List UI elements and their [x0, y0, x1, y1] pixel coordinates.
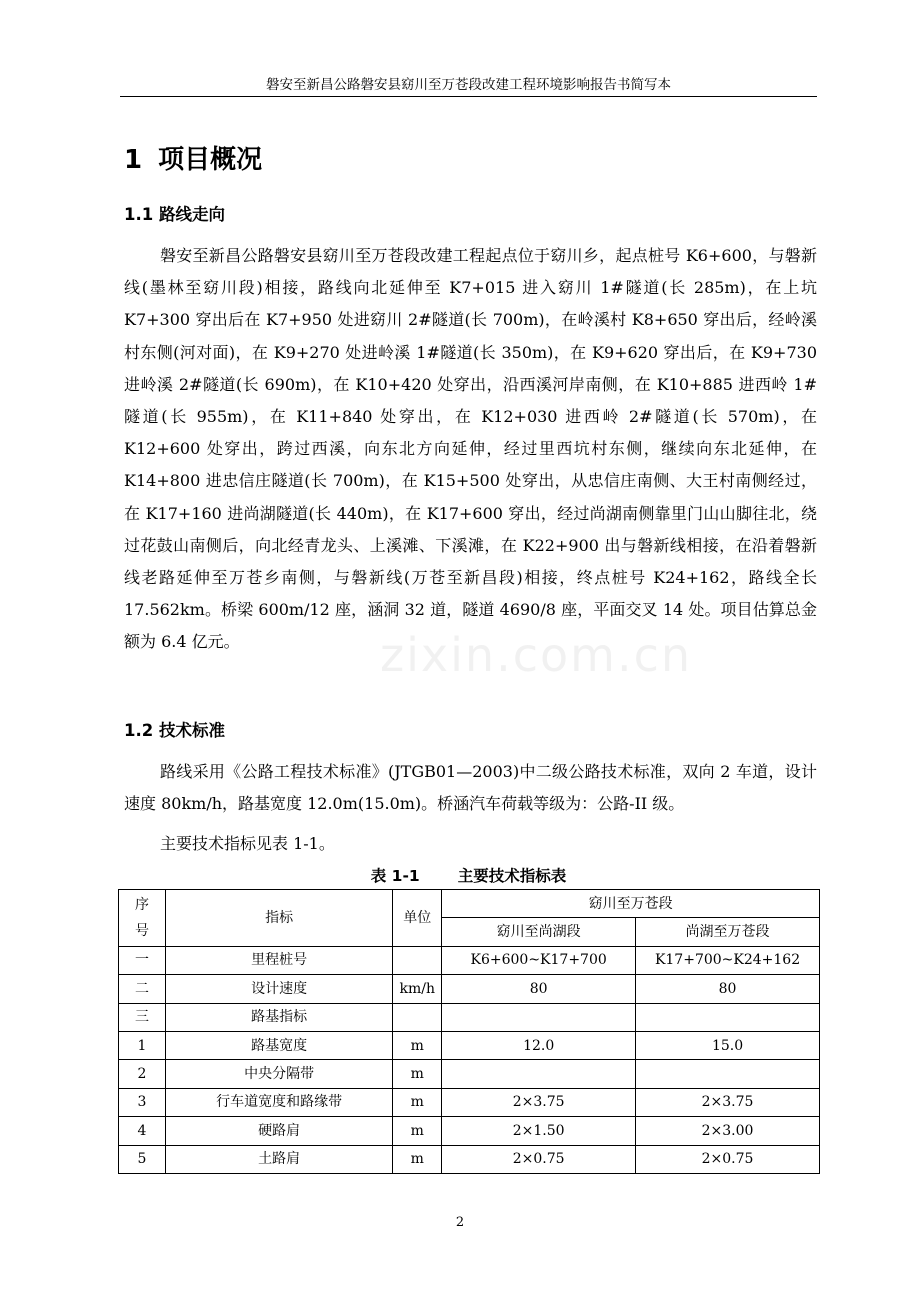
table-row	[119, 946, 820, 974]
cell-unit: km/h	[393, 975, 442, 1003]
cell-unit: m	[393, 1031, 442, 1059]
header-rule	[120, 96, 817, 97]
cell-seq: 4	[119, 1117, 166, 1145]
cell-value-2	[636, 1060, 820, 1088]
cell-value-1: 80	[442, 975, 636, 1003]
chapter-title	[124, 144, 262, 176]
cell-value-2: 15.0	[636, 1031, 820, 1059]
cell-unit: m	[393, 1145, 442, 1173]
cell-indicator: 里程桩号	[165, 946, 392, 974]
header-indicator: 指标	[165, 890, 392, 947]
table-row	[119, 1003, 820, 1031]
cell-value-1	[442, 1060, 636, 1088]
cell-value-1: 2×3.75	[442, 1088, 636, 1116]
header-seq-text: 序号	[134, 896, 149, 939]
cell-indicator: 硬路肩	[165, 1117, 392, 1145]
table-row	[119, 975, 820, 1003]
cell-unit	[393, 946, 442, 974]
table-row	[119, 1145, 820, 1173]
cell-unit	[393, 1003, 442, 1031]
section-heading-route: 1.1 路线走向	[124, 205, 225, 224]
table-row	[119, 1088, 820, 1116]
cell-seq: 1	[119, 1031, 166, 1059]
header-seq	[119, 890, 166, 947]
cell-value-1: 12.0	[442, 1031, 636, 1059]
standard-paragraph: 路线采用《公路工程技术标准》(JTGB01—2003)中二级公路技术标准，双向 2 车道，设计速度 80km/h，路基宽度 12.0m(15.0m)。桥涵汽车荷载等级为：公路-II 级。	[124, 762, 817, 814]
cell-indicator: 路基指标	[165, 1003, 392, 1031]
chapter-title-text: 项目概况	[158, 145, 263, 175]
cell-value-1: 2×0.75	[442, 1145, 636, 1173]
cell-value-2: 2×3.00	[636, 1117, 820, 1145]
table-row	[119, 1117, 820, 1145]
header-sub1: 窈川至尚湖段	[442, 918, 636, 946]
chapter-number: 1	[124, 145, 143, 175]
table-row	[119, 1031, 820, 1059]
cell-value-1	[442, 1003, 636, 1031]
table-row	[119, 1060, 820, 1088]
cell-value-1: 2×1.50	[442, 1117, 636, 1145]
cell-seq: 一	[119, 946, 166, 974]
running-header: 磐安至新昌公路磐安县窈川至万苍段改建工程环境影响报告书简写本	[266, 77, 671, 93]
cell-seq: 3	[119, 1088, 166, 1116]
cell-indicator: 设计速度	[165, 975, 392, 1003]
cell-unit: m	[393, 1060, 442, 1088]
route-paragraph: 磐安至新昌公路磐安县窈川至万苍段改建工程起点位于窈川乡，起点桩号 K6+600，与磐新线(墨林至窈川段)相接，路线向北延伸至 K7+015 进入窈川 1#隧道(长 285m)，在上坑 K7+300 穿出后在 K7+950 处进窈川 2#隧道(长 700m)，在岭溪村 K8+650 穿出后，经岭溪村东侧(河对面)，在 K9+270 处进岭溪 1#隧道(长 350m)，在 K9+620 穿出后，在 K9+730 进岭溪 2#隧道(长 690m)，在 K10+420 处穿出，沿西溪河岸南侧，在 K10+885 进西岭 1#隧道(长 955m)，在 K11+840 处穿出，在 K12+030 进西岭 2#隧道(长 570m)，在 K12+600 处穿出，跨过西溪，向东北方向延伸，经过里西坑村东侧，继续向东北延伸，在 K14+800 进忠信庄隧道(长 700m)，在 K15+500 处穿出，从忠信庄南侧、大王村南侧经过，在 K17+160 进尚湖隧道(长 440m)，在 K17+600 穿出，经过尚湖南侧靠里门山山脚往北，绕过花鼓山南侧后，向北经青龙头、上溪滩、下溪滩，在 K22+900 出与磐新线相接，在沿着磐新线老路延伸至万苍乡南侧，与磐新线(万苍至新昌段)相接，终点桩号 K24+162，路线全长 17.562km。桥梁 600m/12 座，涵洞 32 道，隧道 4690/8 座，平面交叉 14 处。项目估算总金额为 6.4 亿元。	[124, 246, 817, 652]
cell-unit: m	[393, 1117, 442, 1145]
cell-value-2	[636, 1003, 820, 1031]
page-number: 2	[455, 1215, 465, 1230]
table-caption-title: 主要技术指标表	[457, 867, 567, 885]
cell-seq: 5	[119, 1145, 166, 1173]
header-sub2: 尚湖至万苍段	[636, 918, 820, 946]
cell-value-2: 2×3.75	[636, 1088, 820, 1116]
header-group: 窈川至万苍段	[442, 890, 820, 918]
header-unit: 单位	[393, 890, 442, 947]
cell-indicator: 行车道宽度和路缘带	[165, 1088, 392, 1116]
table-reference-paragraph: 主要技术指标见表 1-1。	[160, 834, 335, 853]
cell-value-2: 80	[636, 975, 820, 1003]
table-caption	[120, 865, 817, 887]
cell-indicator: 土路肩	[165, 1145, 392, 1173]
cell-value-2: K17+700~K24+162	[636, 946, 820, 974]
cell-value-2: 2×0.75	[636, 1145, 820, 1173]
table-caption-number: 表 1-1	[370, 867, 420, 885]
cell-seq: 三	[119, 1003, 166, 1031]
spec-table	[118, 889, 820, 1174]
watermark: zixin.com.cn	[380, 628, 693, 682]
cell-indicator: 路基宽度	[165, 1031, 392, 1059]
cell-indicator: 中央分隔带	[165, 1060, 392, 1088]
section-heading-standard: 1.2 技术标准	[124, 721, 225, 740]
table-header-row	[119, 890, 820, 918]
cell-seq: 2	[119, 1060, 166, 1088]
cell-value-1: K6+600~K17+700	[442, 946, 636, 974]
cell-seq: 二	[119, 975, 166, 1003]
cell-unit: m	[393, 1088, 442, 1116]
